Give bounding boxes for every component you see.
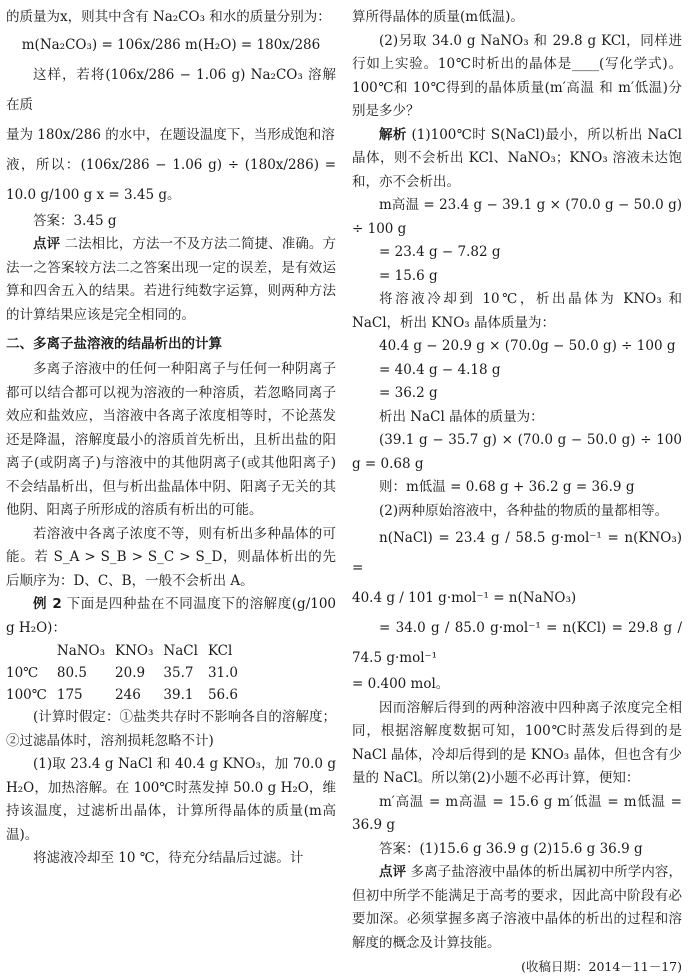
left-paragraphs [6, 6, 336, 640]
paragraph-text: 二、多离子盐溶液的结晶析出的计算 [6, 336, 222, 352]
table-cell: 175 [56, 687, 83, 703]
paragraph [352, 30, 682, 124]
paragraph-text: 因而溶解后得到的两种溶液中四种离子浓度完全相同，根据溶解度数据可知，100℃时蒸发后得到的是 NaCl 晶体，冷却后得到的是 KNO₃ 晶体，但也含有少量的 NaCl。所以第(2)小题不必再计算，便知： [352, 699, 682, 786]
table-cell: 10℃ [6, 665, 39, 681]
paragraph [352, 265, 682, 289]
received-date: (收稿日期：2014－11－17) [521, 959, 682, 974]
left-paragraphs-2 [6, 706, 336, 871]
paragraph [6, 847, 336, 871]
paragraph-text: 的质量为x，则其中含有 Na₂CO₃ 和水的质量分别为： [6, 9, 331, 25]
paragraph [6, 358, 336, 523]
paragraph-text: 这样，若将(106x/286 − 1.06 g) Na₂CO₃ 溶解在质 [6, 66, 336, 113]
paragraph-text: 则：m低温 = 0.68 g + 36.2 g = 36.9 g [379, 479, 635, 495]
paragraph [352, 359, 682, 383]
paragraph-text: 多离子盐溶液中晶体的析出属初中所学内容，但初中所学不能满足于高考的要求，因此高中阶段有必要加深。必须掌握多离子溶液中晶体的析出的过程和溶解度的概念及计算技能。 [352, 864, 682, 951]
paragraph-text: m(Na₂CO₃) = 106x/286 m(H₂O) = 180x/286 [21, 36, 321, 53]
keyword-label: 点评 [33, 236, 61, 252]
keyword-label: 解析 [379, 126, 407, 143]
table-header-cell: KCl [207, 643, 233, 659]
paragraph-text: (2)两种原始溶液中，各种盐的物质的量都相等。 [379, 502, 669, 519]
paragraph-text: 析出 NaCl 晶体的质量为： [379, 408, 544, 425]
paragraph-text: 多离子溶液中的任何一种阳离子与任何一种阴离子都可以结合都可以视为溶液的一种溶质，若忽略同离子效应和盐效应，当溶液中各离子浓度相等时，不论蒸发还是降温，溶解度最小的溶质首先析出，且析出盐的阳离子(或阴离子)与溶液中的其他阴离子(或其他阳离子)不会结晶析出，但与析出盐晶体中阴、阳离子无关的其他阴、阳离子所形成的溶质有析出的可能。 [6, 361, 336, 518]
paragraph [352, 697, 682, 791]
paragraph-text: (39.1 g − 35.7 g) × (70.0 g − 50.0 g) ÷ 100 g = 0.68 g [352, 432, 682, 472]
table-header-cell [6, 640, 57, 662]
table-cell: 20.9 [115, 665, 146, 681]
paragraph [6, 593, 336, 640]
paragraph [352, 791, 682, 838]
paragraph [6, 120, 336, 150]
paragraph [6, 233, 336, 327]
table-cell: 31.0 [207, 665, 238, 681]
paragraph [6, 6, 336, 30]
paragraph-text: (1)取 23.4 g NaCl 和 40.4 g KNO₃，加 70.0 g H₂O，加热溶解。在 100℃时蒸发掉 50.0 g H₂O，维持该温度，过滤析出晶体，计算所得晶体的质量(m高温)。 [6, 756, 336, 843]
keyword-label: 例 2 [33, 596, 62, 612]
paragraph [352, 406, 682, 430]
paragraph-text: 算所得晶体的质量(m低温)。 [352, 9, 524, 25]
paragraph-text: = 36.2 g [379, 385, 438, 401]
table-header-cell: NaCl [163, 643, 198, 659]
paragraph [352, 194, 682, 241]
paragraph-text: 40.4 g − 20.9 g × (70.0g − 50.0 g) ÷ 100 g [379, 338, 676, 354]
table-cell: 80.5 [56, 665, 87, 681]
paragraph [6, 333, 336, 356]
paragraph-text: = 15.6 g [379, 267, 438, 284]
paragraph-text: (2)另取 34.0 g NaNO₃ 和 29.8 g KCl，同样进行如上实验。10℃时析出的晶体是____(写化学式)。100℃和 10℃得到的晶体质量(m′高温 和 m′低温)分别是多少？ [352, 32, 682, 119]
table-row [6, 684, 248, 706]
paragraph-text: = 34.0 g / 85.0 g·mol⁻¹ = n(KCl) = 29.8 g / 74.5 g·mol⁻¹ [352, 620, 682, 666]
paragraph [6, 523, 336, 594]
table-header-cell: NaNO₃ [56, 643, 106, 659]
paragraph-text: 答案：(1)15.6 g 36.9 g (2)15.6 g 36.9 g [379, 840, 643, 857]
paragraph [6, 60, 336, 120]
paragraph [352, 124, 682, 195]
paragraph [352, 429, 682, 476]
paragraph-text: n(NaCl) = 23.4 g / 58.5 g·mol⁻¹ = n(KNO₃) = [352, 530, 682, 576]
paragraph-text: 下面是四种盐在不同温度下的溶解度(g/100 g H₂O)： [6, 596, 337, 636]
paragraph [6, 210, 336, 234]
paragraph [6, 706, 336, 753]
table-header-cell: KNO₃ [115, 643, 154, 659]
right-column [352, 6, 682, 979]
paragraph-text: 若溶液中各离子浓度不等，则有析出多种晶体的可能。若 S_A > S_B > S_C > S_D，则晶体析出的先后顺序为：D、C、B，一般不会析出 A。 [6, 525, 336, 589]
paragraph [352, 476, 682, 500]
table-header-row [6, 640, 248, 662]
paragraph-text: 二法相比，方法一不及方法二简捷、准确。方法一之答案较方法二之答案出现一定的误差，是有效运算和四舍五入的结果。若进行纯数字运算，则两种方法的计算结果应该是完全相同的。 [6, 236, 336, 323]
paragraph [352, 838, 682, 862]
paragraph [352, 861, 682, 955]
table-cell: 56.6 [207, 687, 238, 703]
table-cell: 35.7 [163, 665, 194, 681]
left-column [6, 6, 336, 871]
paragraph [352, 613, 682, 673]
paragraph [6, 30, 336, 60]
paragraph [352, 241, 682, 265]
paragraph-text: (计算时假定：①盐类共存时不影响各自的溶解度；②过滤晶体时，溶剂损耗忽略不计) [6, 709, 336, 749]
paragraph [6, 150, 336, 210]
paragraph [6, 753, 336, 847]
paragraph-text: = 40.4 g − 4.18 g [379, 361, 501, 378]
paragraph-text: = 23.4 g − 7.82 g [379, 244, 501, 260]
paragraph [352, 523, 682, 583]
paragraph [352, 500, 682, 524]
paragraph-text: 答案：3.45 g [33, 212, 117, 229]
paragraph-text: 40.4 g / 101 g·mol⁻¹ = n(NaNO₃) [352, 590, 577, 606]
paragraph-text: 将滤液冷却至 10 ℃，待充分结晶后过滤。计 [33, 850, 304, 866]
paragraph-text: m高温 = 23.4 g − 39.1 g × (70.0 g − 50.0 g) ÷ 100 g [352, 197, 682, 237]
paragraph-text: = 0.400 mol。 [352, 676, 450, 692]
table-cell: 39.1 [163, 687, 194, 703]
paragraph-text: 量为 180x/286 的水中，在题设温度下，当形成饱和溶 [6, 126, 335, 143]
keyword-label: 点评 [379, 864, 407, 880]
paragraph-text: 将溶液冷却到 10℃，析出晶体为 KNO₃ 和 NaCl，析出 KNO₃ 晶体质量为： [352, 291, 682, 331]
table-row [6, 662, 248, 684]
paragraph [352, 288, 682, 335]
paragraph [352, 6, 682, 30]
paragraph-text: m′高温 = m高温 = 15.6 g m′低温 = m低温 = 36.9 g [352, 793, 682, 833]
solubility-table [6, 640, 248, 706]
paragraph [352, 335, 682, 359]
right-paragraphs [352, 6, 682, 955]
paragraph [352, 583, 682, 613]
paragraph [352, 673, 682, 697]
paragraph-text: (1)100℃时 S(NaCl)最小，所以析出 NaCl 晶体，则不会析出 KCl、NaNO₃；KNO₃ 溶液未达饱和，亦不会析出。 [352, 126, 682, 190]
table-cell: 246 [115, 687, 141, 703]
paragraph [352, 382, 682, 406]
table-cell: 100℃ [6, 687, 47, 703]
paragraph-text: 液，所以：(106x/286 − 1.06 g) ÷ (180x/286) = 10.0 g/100 g x = 3.45 g。 [6, 156, 336, 203]
